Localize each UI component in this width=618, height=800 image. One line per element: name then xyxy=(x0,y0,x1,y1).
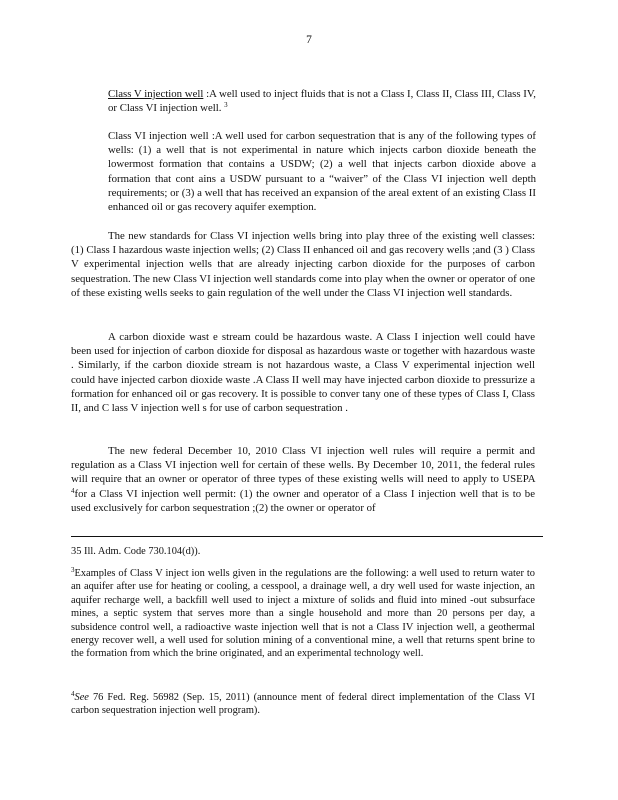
class-v-definition xyxy=(108,87,536,115)
footnote-4 xyxy=(71,691,535,718)
footnote-4-marker: 4 xyxy=(71,690,75,698)
class-vi-definition-text: :A well used for carbon sequestration that is any of the following types of wells: (1) a well that is not experimental in nature which injects carbon dioxide beneath the lowermost formation that contains a USDW; (2) a well that injects carbon dioxide above a formation that cont ains a USDW pursuant to a “waiver” of the Class VI injection well depth requirements; or (3) a well that has received an expansion of the areal extent of an existing Class II enhanced oil or gas recovery aquifer exemption. xyxy=(108,130,536,214)
footnote-ref-4: 4 xyxy=(71,486,75,495)
class-v-term: Class V injection well xyxy=(108,88,204,100)
class-vi-term: Class VI injection well xyxy=(108,130,209,142)
class-vi-definition xyxy=(108,129,536,214)
paragraph-hazardous-waste: A carbon dioxide wast e stream could be hazardous waste. A Class I injection well could have been used for injection of carbon dioxide for disposal as hazardous waste or together with hazardous waste . Similarly, if the carbon dioxide stream is not hazardous waste, a Class V experimental injection well could have injected carbon dioxide waste .A Class II well may have injected carbon dioxide to pressurize a formation for enhanced oil or gas recovery. It is possible to conver tany one of these types of Class I, Class II, and C lass V injection well s for use of carbon sequestration . xyxy=(71,331,535,415)
footnote-3-marker: 3 xyxy=(71,566,75,574)
federal-rules-text-1: The new federal December 10, 2010 Class VI injection well rules will require a permit and regulation as a Class VI injection well for certain of these wells. By December 10, 2011, the federal rules will require that an owner or operator of three types of these existing wells will need to apply to USEPA xyxy=(71,445,535,486)
federal-rules-text-2: for a Class VI injection well permit: (1) the owner and operator of a Class I injection well that is to be used exclusively for carbon sequestration ;(2) the owner or operator of xyxy=(71,487,535,514)
footnote-4-text: 76 Fed. Reg. 56982 (Sep. 15, 2011) (announce ment of federal direct implementation of the Class VI carbon sequestration injection well program). xyxy=(71,692,535,717)
paragraph-standards: The new standards for Class VI injection wells bring into play three of the existing well classes: (1) Class I hazardous waste injection wells; (2) Class II enhanced oil and gas recovery wells ;and (3 ) Class V experimental injection wells that are already injecting carbon dioxide for the purposes of carbon sequestration. The new Class VI injection well standards come into play when the owner or operator of one of these existing wells seeks to gain regulation of the well under the Class VI injection well standards. xyxy=(71,230,535,299)
footnote-divider xyxy=(71,536,543,537)
footnote-citation: 35 Ill. Adm. Code 730.104(d)). xyxy=(71,546,201,557)
footnote-3 xyxy=(71,567,535,661)
class-v-definition-text: :A well used to inject fluids that is not a Class I, Class II, Class III, Class IV, or Class VI injection well. xyxy=(108,88,536,115)
paragraph-federal-rules xyxy=(71,444,535,515)
page-number: 7 xyxy=(306,34,312,46)
footnote-3-text: Examples of Class V inject ion wells given in the regulations are the following: a well used to return water to an aquifer after use for heating or cooling, a cesspool, a drainage well, a dry well used for waste injection, an aquifer recharge well, a backfill well used to inject a mixture of solids and fluid into mined -out subsurface mines, a septic system that serves more than a single household and more than 20 persons per day, a subsidence control well, a radioactive waste injection well that is not a Class IV injection well, a geothermal energy recover well, a well used for solution mining of a conventional mine, a well that returns spent brine to the formation from which the brine originated, and an experimental technology well. xyxy=(71,568,535,660)
footnote-ref-3: 3 xyxy=(224,101,228,110)
footnote-4-see: See xyxy=(74,692,89,703)
